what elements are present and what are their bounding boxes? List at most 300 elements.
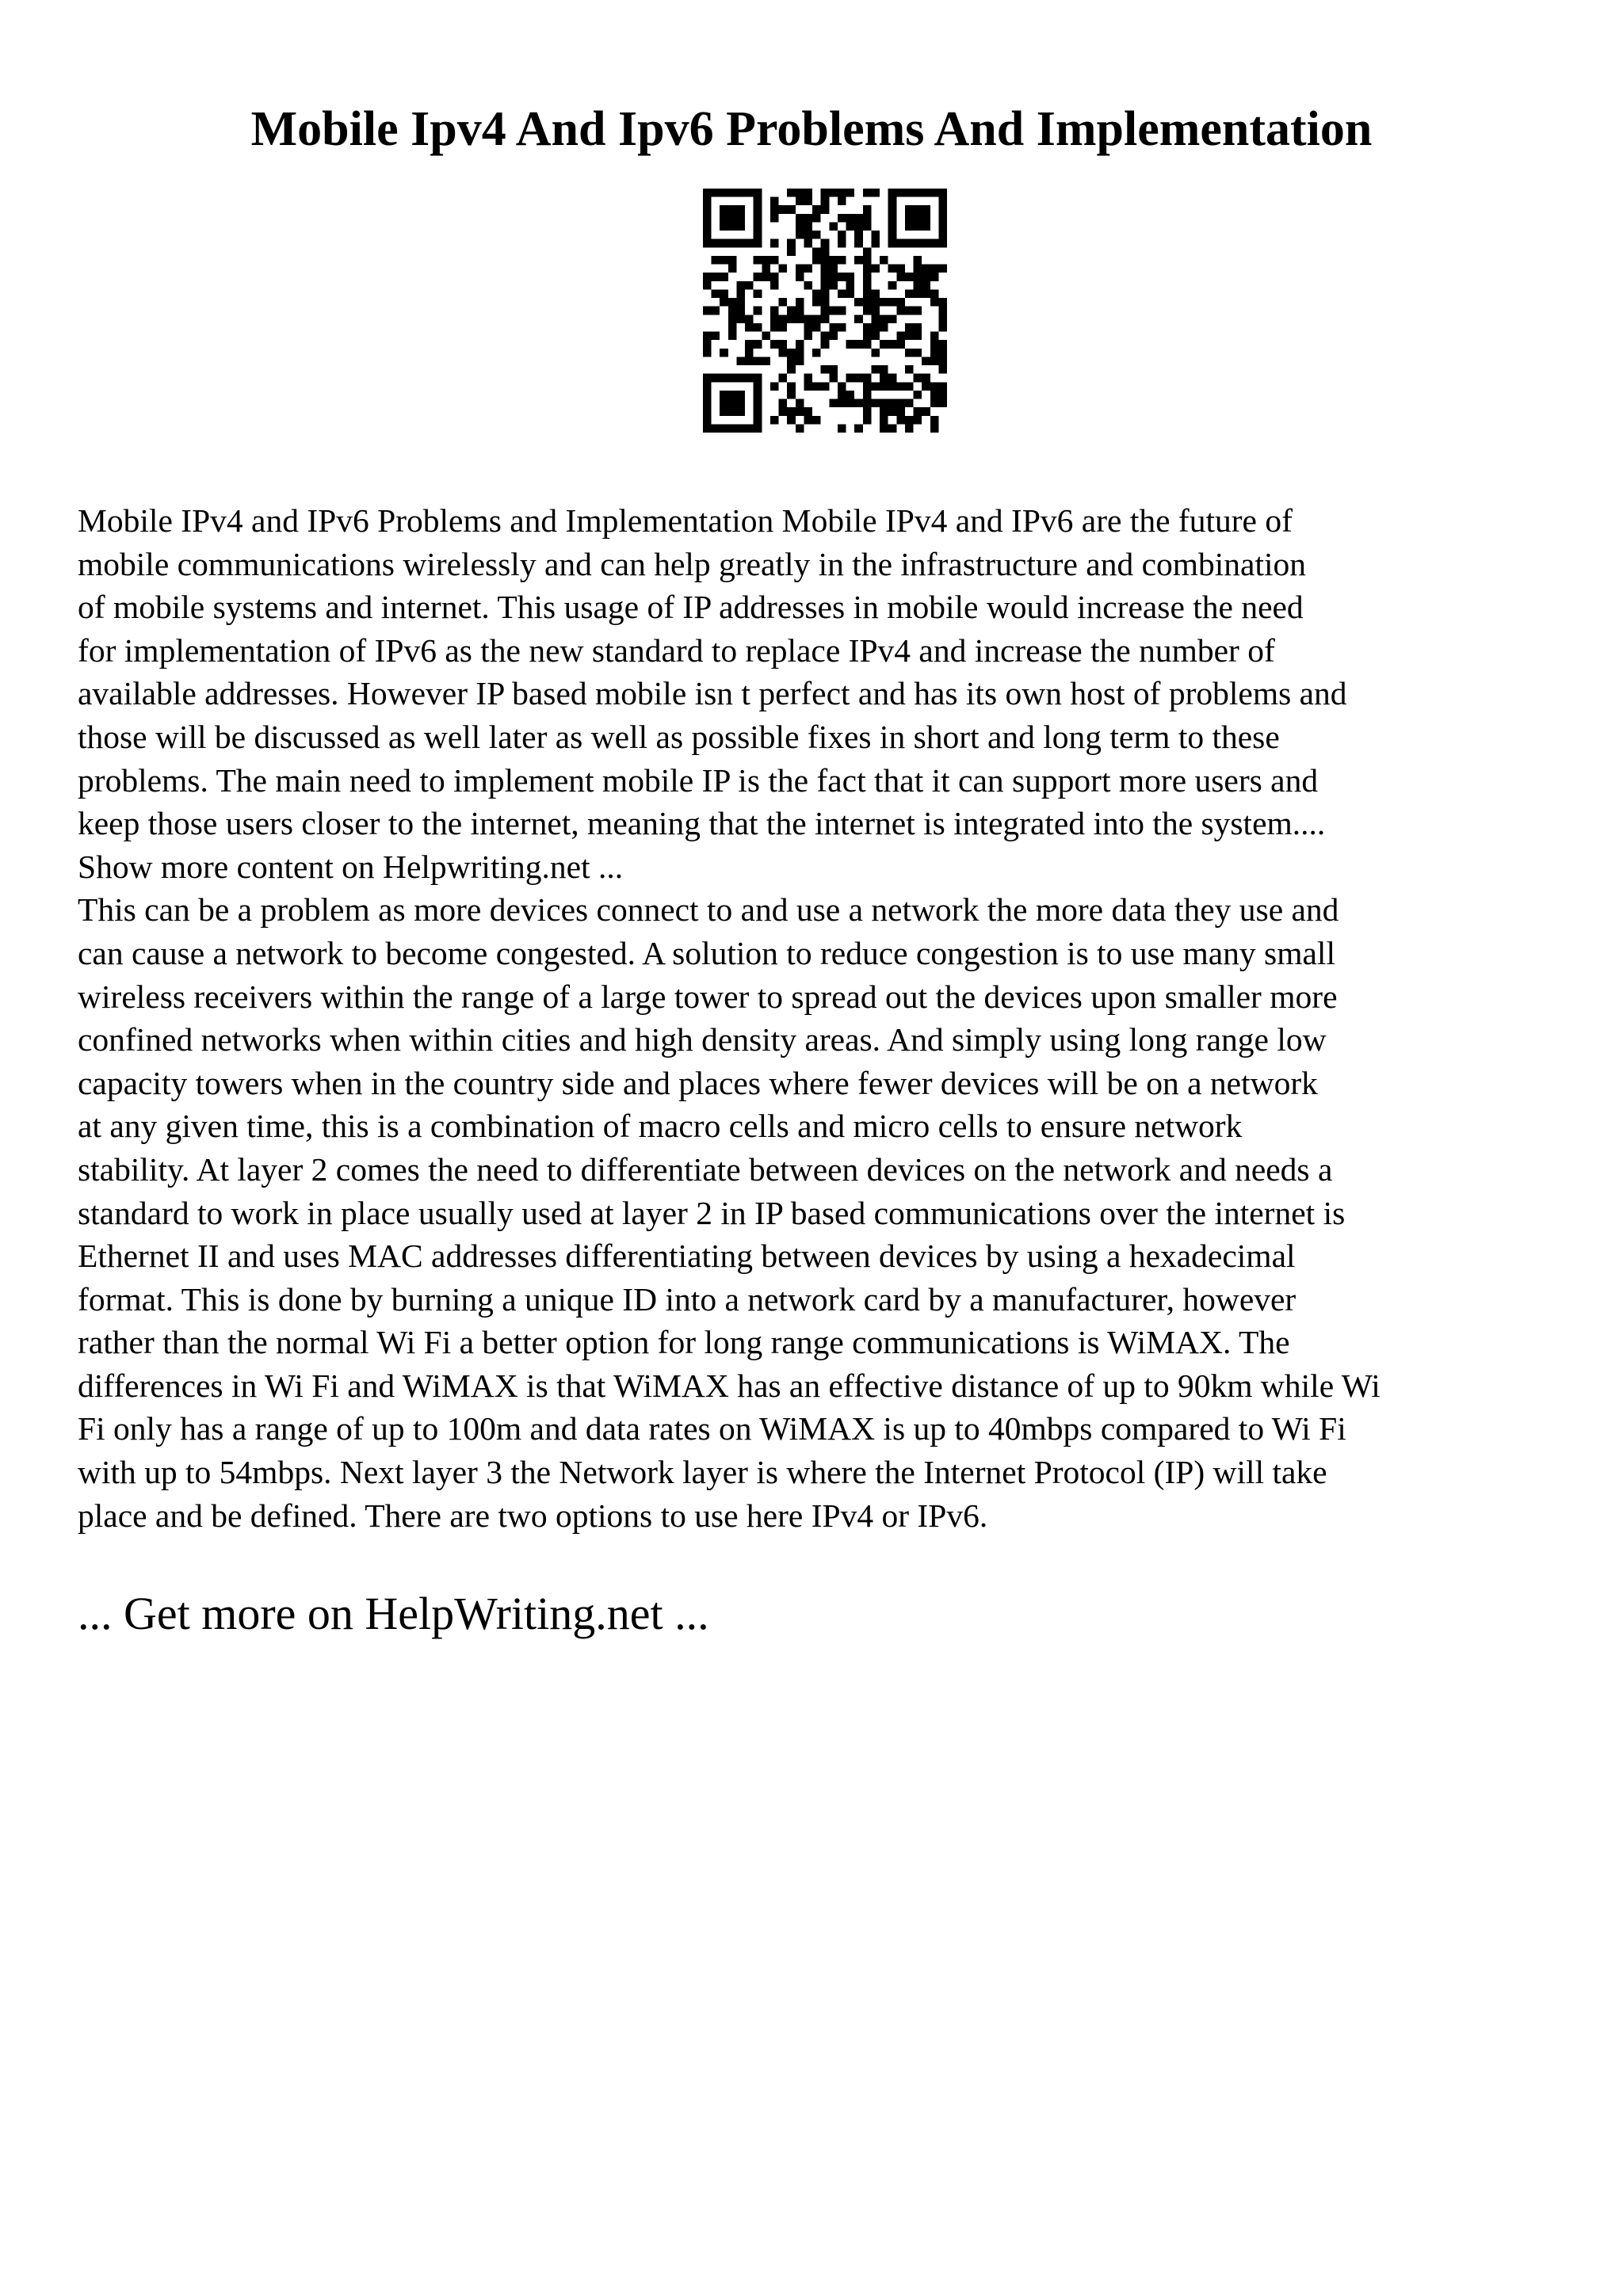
qr-module [745,424,754,433]
qr-module [838,391,846,399]
qr-module [838,424,846,433]
qr-module [804,315,812,323]
qr-module [796,231,804,239]
qr-module [829,222,838,231]
qr-module [930,332,939,341]
qr-module [829,256,838,265]
qr-module [888,231,897,239]
qr-module [703,197,712,206]
qr-module [863,214,872,223]
qr-module [720,273,728,281]
qr-module [888,239,897,248]
qr-module [914,189,922,197]
qr-module [787,416,796,425]
qr-module [930,189,939,197]
text-line: keep those users closer to the internet, meaning that the internet is integrated into the system.... [78,805,1326,842]
qr-module [880,365,888,374]
qr-module [896,265,905,273]
qr-module [754,382,762,391]
qr-module [779,315,788,323]
qr-module [754,399,762,408]
qr-module [736,391,745,399]
qr-module [854,214,863,223]
qr-module [804,214,812,223]
qr-module [745,239,754,248]
qr-module [745,374,754,383]
qr-module [821,239,830,248]
qr-module [821,298,830,307]
qr-module [846,281,855,290]
text-line: can cause a network to become congested. A solution to reduce congestion is to use many small [78,934,1335,971]
qr-module [888,214,897,223]
qr-module [854,374,863,383]
qr-module [863,416,872,425]
qr-module [905,239,914,248]
qr-module [720,374,728,383]
qr-module [728,407,737,416]
paragraph-main [78,888,1571,1537]
qr-module [829,365,838,374]
qr-module [930,399,939,408]
qr-module [787,315,796,323]
qr-module [736,307,745,315]
text-line: capacity towers when in the country side and places where fewer devices will be on a network [78,1064,1318,1101]
qr-module [930,298,939,307]
qr-module [736,424,745,433]
text-line: of mobile systems and internet. This usage of IP addresses in mobile would increase the need [78,589,1304,626]
qr-module [720,256,728,265]
qr-module [736,298,745,307]
qr-module [796,315,804,323]
text-line: wireless receivers within the range of a large tower to spread out the devices upon smaller more [78,978,1338,1015]
qr-module [888,189,897,197]
qr-module [922,357,930,365]
qr-module [846,289,855,298]
qr-module [712,289,720,298]
qr-module [938,357,947,365]
qr-module [720,239,728,248]
qr-module [922,205,930,214]
qr-module [804,189,812,197]
qr-module [871,231,880,239]
qr-module [821,247,830,256]
text-line: Ethernet II and uses MAC addresses differentiating between devices by using a hexadecimal [78,1238,1296,1275]
qr-module [754,239,762,248]
qr-module [720,399,728,408]
qr-module [736,189,745,197]
qr-module [930,424,939,433]
qr-module [896,298,905,307]
qr-module [754,222,762,231]
qr-module [728,189,737,197]
qr-module [754,357,762,365]
qr-module [787,349,796,357]
qr-module [854,340,863,349]
qr-module [914,332,922,341]
qr-module [770,281,779,290]
qr-module [863,281,872,290]
qr-module [888,197,897,206]
qr-module [863,256,872,265]
qr-module [728,205,737,214]
qr-module [914,323,922,332]
qr-module [754,407,762,416]
qr-module [863,407,872,416]
qr-module [796,265,804,273]
qr-module [888,407,897,416]
qr-module [854,315,863,323]
qr-module [712,189,720,197]
qr-module [905,307,914,315]
qr-module [914,222,922,231]
qr-module [863,247,872,256]
qr-module [871,239,880,248]
qr-module [745,349,754,357]
qr-module [938,222,947,231]
qr-module [779,340,788,349]
qr-module [787,205,796,214]
qr-module [779,399,788,408]
qr-module [846,340,855,349]
qr-module [804,374,812,383]
qr-module [914,407,922,416]
qr-module [812,214,821,223]
qr-module [905,416,914,425]
qr-module [728,239,737,248]
qr-module [930,273,939,281]
qr-module [804,231,812,239]
qr-module [938,399,947,408]
qr-module [787,357,796,365]
qr-module [770,256,779,265]
qr-module [703,407,712,416]
qr-module [888,298,897,307]
qr-module [871,189,880,197]
qr-module [703,349,712,357]
qr-module [938,382,947,391]
qr-module [762,256,770,265]
text-line: with up to 54mbps. Next layer 3 the Network layer is where the Internet Protocol (IP) will take [78,1454,1327,1491]
qr-module [770,416,779,425]
qr-module [770,197,779,206]
qr-code-graphic [703,189,947,433]
qr-module [854,222,863,231]
qr-module [863,222,872,231]
qr-module [938,205,947,214]
qr-module [821,265,830,273]
qr-module [728,298,737,307]
qr-module [896,273,905,281]
qr-module [754,189,762,197]
qr-module [745,323,754,332]
qr-module [938,197,947,206]
qr-module [838,197,846,206]
qr-module [754,323,762,332]
qr-module [829,374,838,383]
qr-module [854,239,863,248]
qr-module [896,307,905,315]
qr-module [896,189,905,197]
qr-module [922,374,930,383]
qr-module [905,205,914,214]
text-line: those will be discussed as well later as well as possible fixes in short and long term to these [78,718,1280,755]
qr-module [796,340,804,349]
qr-module [863,374,872,383]
qr-module [703,416,712,425]
qr-module [863,332,872,341]
qr-module [720,189,728,197]
qr-module [736,289,745,298]
qr-module [871,349,880,357]
qr-module [821,197,830,206]
qr-module [863,273,872,281]
qr-module [938,365,947,374]
qr-module [754,307,762,315]
qr-module [804,239,812,248]
qr-module [863,323,872,332]
qr-module [930,391,939,399]
qr-module [846,273,855,281]
qr-module [754,256,762,265]
qr-module [905,323,914,332]
qr-module [905,399,914,408]
qr-module [720,407,728,416]
qr-module [754,340,762,349]
qr-module [728,399,737,408]
qr-module [703,231,712,239]
qr-module [880,340,888,349]
qr-module [938,323,947,332]
qr-module [728,265,737,273]
qr-module [938,298,947,307]
qr-module [914,391,922,399]
qr-module [745,357,754,365]
qr-module [745,281,754,290]
qr-module [770,315,779,323]
qr-module [804,323,812,332]
qr-module [863,189,872,197]
qr-module [829,332,838,341]
qr-module [838,189,846,197]
qr-module [736,315,745,323]
qr-module [728,391,737,399]
qr-module [770,214,779,223]
qr-module [787,382,796,391]
qr-module [863,391,872,399]
qr-module [829,265,838,273]
qr-module [703,382,712,391]
qr-module [930,382,939,391]
qr-module [804,222,812,231]
qr-module [914,265,922,273]
qr-module [863,205,872,214]
qr-module [779,265,788,273]
qr-module [871,307,880,315]
qr-module [905,349,914,357]
qr-module [838,231,846,239]
qr-module [914,374,922,383]
qr-module [720,222,728,231]
qr-module [888,265,897,273]
qr-module [854,399,863,408]
qr-module [829,281,838,290]
qr-module [736,407,745,416]
qr-module [728,315,737,323]
qr-module [779,407,788,416]
qr-module [838,382,846,391]
qr-module [863,265,872,273]
qr-module [905,365,914,374]
qr-module [812,247,821,256]
qr-module [930,349,939,357]
qr-module [762,273,770,281]
qr-module [712,256,720,265]
qr-module [720,298,728,307]
text-line: stability. At layer 2 comes the need to differentiate between devices on the network and needs a [78,1150,1333,1188]
qr-module [779,298,788,307]
qr-module [703,307,712,315]
qr-module [779,349,788,357]
qr-module [905,214,914,223]
qr-module [880,424,888,433]
qr-module [930,416,939,425]
qr-module [821,365,830,374]
qr-module [821,281,830,290]
qr-module [914,239,922,248]
qr-module [787,247,796,256]
qr-module [770,273,779,281]
qr-module [914,205,922,214]
qr-module [863,382,872,391]
qr-module [871,365,880,374]
text-line: place and be defined. There are two options to use here IPv4 or IPv6. [78,1497,988,1534]
qr-module [938,340,947,349]
qr-module [754,214,762,223]
qr-module [930,289,939,298]
qr-module [762,265,770,273]
qr-module [796,197,804,206]
qr-module [914,307,922,315]
qr-module [938,307,947,315]
text-line: available addresses. However IP based mobile isn t perfect and has its own host of problems and [78,675,1347,712]
qr-module [930,340,939,349]
qr-module [888,382,897,391]
qr-module [922,239,930,248]
qr-module [762,357,770,365]
qr-module [938,315,947,323]
qr-module [796,307,804,315]
qr-module [796,357,804,365]
qr-module [796,298,804,307]
qr-module [846,214,855,223]
qr-module [770,340,779,349]
qr-module [821,273,830,281]
qr-module [720,391,728,399]
get-more-link[interactable]: ... Get more on HelpWriting.net ... [78,1588,709,1639]
qr-module [703,332,712,341]
qr-module [914,281,922,290]
qr-module [703,424,712,433]
qr-module [745,315,754,323]
qr-module [914,273,922,281]
qr-module [754,205,762,214]
qr-module [880,315,888,323]
qr-module [703,205,712,214]
qr-module [728,332,737,341]
article-body [78,499,1571,1537]
qr-module [871,323,880,332]
qr-module [796,407,804,416]
text-line: Mobile IPv4 and IPv6 Problems and Implementation Mobile IPv4 and IPv6 are the future of [78,502,1293,539]
document-title: Mobile Ipv4 And Ipv6 Problems And Implementation [250,102,1373,156]
qr-module [787,307,796,315]
qr-module [846,374,855,383]
qr-module [736,357,745,365]
qr-module [804,382,812,391]
qr-module [812,416,821,425]
text-line: differences in Wi Fi and WiMAX is that WiMAX has an effective distance of up to 90km while Wi [78,1367,1381,1404]
qr-module [871,265,880,273]
qr-module [787,365,796,374]
qr-module [703,222,712,231]
qr-module [720,289,728,298]
qr-module [703,374,712,383]
qr-module [880,382,888,391]
qr-module [871,382,880,391]
qr-module [712,374,720,383]
qr-module [779,323,788,332]
qr-module [712,273,720,281]
qr-module [804,332,812,341]
qr-module [896,399,905,408]
qr-module [804,265,812,273]
qr-module [896,407,905,416]
qr-module [896,416,905,425]
qr-module [888,205,897,214]
qr-module [821,382,830,391]
qr-module [871,315,880,323]
qr-module [871,399,880,408]
qr-module [770,205,779,214]
qr-module [812,382,821,391]
qr-module [821,307,830,315]
qr-module [821,189,830,197]
qr-module [770,239,779,248]
qr-module [745,189,754,197]
qr-module [838,399,846,408]
qr-module [905,189,914,197]
qr-module [728,307,737,315]
qr-module [938,189,947,197]
qr-module [754,289,762,298]
qr-module [703,399,712,408]
qr-module [838,239,846,248]
qr-module [938,214,947,223]
qr-module [821,289,830,298]
qr-module [812,205,821,214]
qr-module [787,189,796,197]
qr-module [720,349,728,357]
qr-module [838,307,846,315]
qr-module [888,340,897,349]
qr-module [736,205,745,214]
qr-module [922,407,930,416]
qr-module [922,289,930,298]
qr-module [880,407,888,416]
text-line: at any given time, this is a combination of macro cells and micro cells to ensure network [78,1108,1243,1145]
show-more-link[interactable]: Show more content on Helpwriting.net ... [78,848,624,885]
qr-module [770,307,779,315]
